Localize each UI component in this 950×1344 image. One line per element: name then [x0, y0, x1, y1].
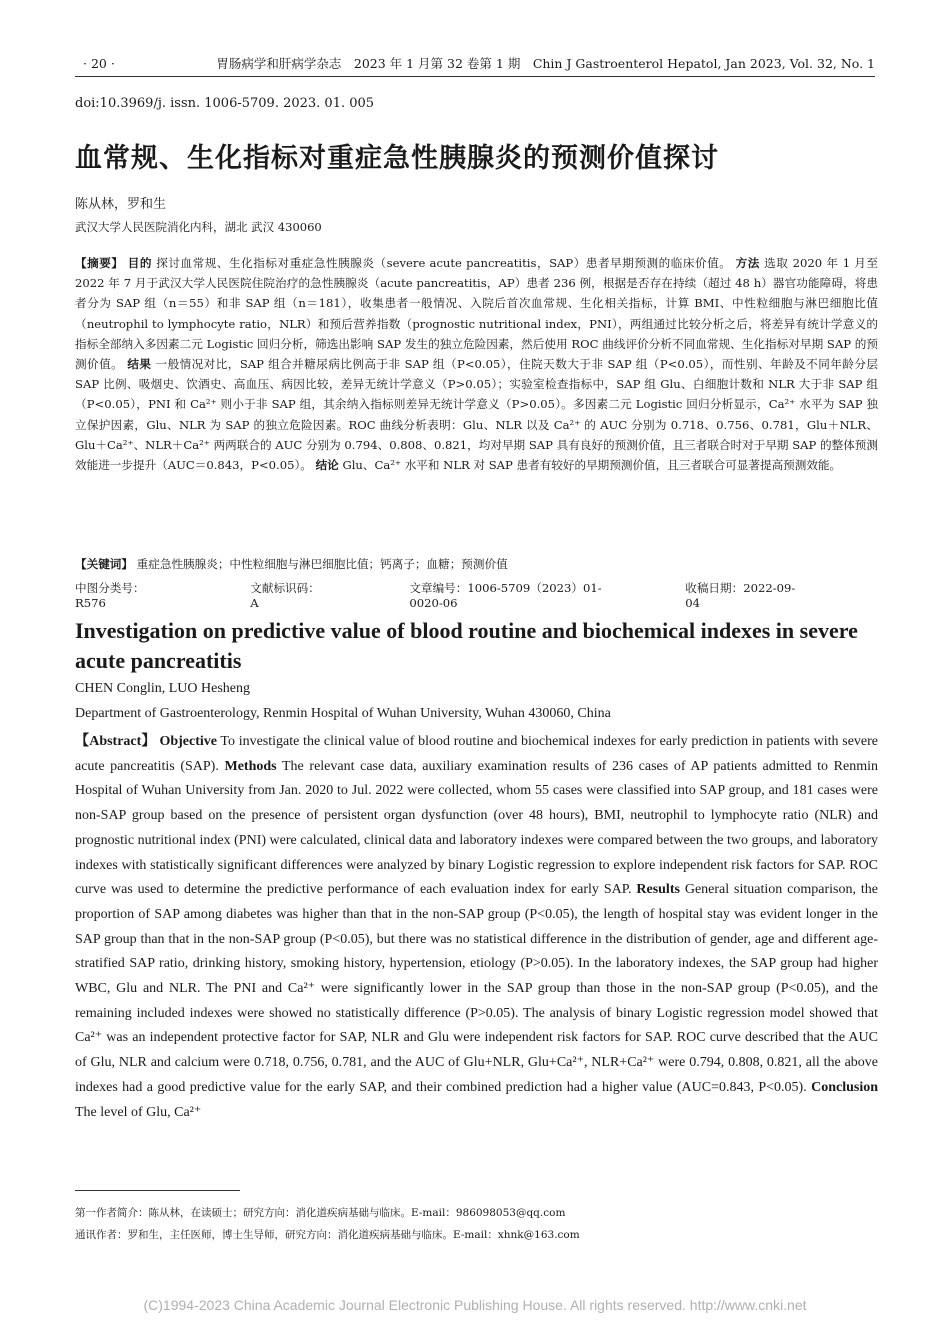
clc-field [75, 580, 190, 610]
methods-en-label: Methods [224, 758, 277, 774]
methods-cn: 选取 2020 年 1 月至 2022 年 7 月于武汉大学人民医院住院治疗的急性胰腺炎（acute pancreatitis，AP）患者 236 例，根据是否存在持续（超过 48 h）器官功能障碍，将患者分为 SAP 组（n＝55）和非 SAP 组（n＝181），收集患者一般情况、入院后首次血常规、生化相关指标，计算 BMI、中性粒细胞与淋巴细胞比值（neutrophil to lymphocyte ratio，NLR）和预后营养指数（prognostic nutritional index，PNI），两组通过比较分析之后，将差异有统计学意义的指标全部纳入多因素二元 Logistic 回归分析，筛选出影响 SAP 发生的独立危险因素，然后使用 ROC 曲线评价分析不同血常规、生化指标对早期 SAP 的预测价值。 [75, 256, 879, 372]
conclusion-cn: Glu、Ca²⁺ 水平和 NLR 对 SAP 患者有较好的早期预测价值，且三者联合可显著提高预测效能。 [342, 458, 842, 473]
keywords-cn [75, 556, 878, 572]
journal-info: 胃肠病学和肝病学杂志 2023 年 1 月第 32 卷第 1 期 Chin J Gastroenterol Hepatol, Jan 2023, Vol. 32, No. 1 [216, 56, 875, 71]
footnote-first-author: 第一作者简介：陈从林，在读硕士；研究方向：消化道疾病基础与临床。E-mail：986098053@qq.com [75, 1207, 566, 1219]
running-header [75, 52, 875, 77]
authors-cn: 陈从林，罗和生 [75, 197, 167, 212]
footnote-corresponding-author: 通讯作者：罗和生，主任医师，博士生导师，研究方向：消化道疾病基础与临床。E-mail：xhnk@163.com [75, 1229, 580, 1241]
objective-en: To investigate the clinical value of blood routine and biochemical indexes for early prediction in patients with severe acute pancreatitis (SAP). [75, 734, 878, 774]
classification-line [75, 580, 878, 610]
results-cn: 一般情况对比，SAP 组合并糖尿病比例高于非 SAP 组（P<0.05），住院天数大于非 SAP 组（P<0.05），而性别、年龄及不同年龄分层 SAP 比例、吸烟史、饮酒史、高血压、病因比较，差异无统计学意义（P>0.05）；实验室检查指标中，SAP 组 Glu、白细胞计数和 NLR 大于非 SAP 组（P<0.05），PNI 和 Ca²⁺ 则小于非 SAP 组，其余纳入指标则差异无统计学意义（P>0.05）。多因素二元 Logistic 回归分析显示，Ca²⁺ 水平为 SAP 独立保护因素，Glu、NLR 为 SAP 的独立危险因素。ROC 曲线分析表明：Glu、NLR 以及 Ca²⁺ 的 AUC 分别为 0.718、0.756、0.781，Glu＋NLR、Glu＋Ca²⁺、NLR＋Ca²⁺ 两两联合的 AUC 分别为 0.794、0.808、0.821，均对早期 SAP 具有良好的预测价值，且三者联合时对于早期 SAP 的整体预测效能进一步提升（AUC＝0.843，P<0.05）。 [75, 357, 878, 473]
results-en: General situation comparison, the proportion of SAP among diabetes was higher than that in the non-SAP group (P<0.05), the length of hospital stay was evident longer in the SAP group than that in the non-SAP group (P<0.05), but there was no statistical difference in the distribution of gender, age and different age-stratified SAP ratio, drinking history, smoking history, hypertension, etiology (P>0.05). In the laboratory indexes, the SAP group had higher WBC, Glu and NLR. The PNI and Ca²⁺ were significantly lower in the SAP group than those in the non-SAP group (P<0.05), and the remaining included indexes were showed no statistically difference (P>0.05). The analysis of binary Logistic regression model showed that Ca²⁺ was an independent protective factor for SAP, NLR and Glu were independent risk factors for SAP. ROC curve described that the AUC of Glu, NLR and calcium were 0.718, 0.756, 0.781, and the AUC of Glu+NLR, Glu+Ca²⁺, NLR+Ca²⁺ were 0.794, 0.808, 0.821, all the above indexes had a good predictive value for the early SAP, and their combined prediction had a higher value (AUC=0.843, P<0.05). [75, 882, 878, 1095]
conclusion-cn-label: 结论 [315, 458, 339, 473]
methods-en: The relevant case data, auxiliary examination results of 236 cases of AP patients admitted to Renmin Hospital of Wuhan University from Jan. 2020 to Jul. 2022 were collected, whom 55 cases were classified into SAP group, and 181 cases were non-SAP group based on the presence of persistent organ dysfunction (over 48 hours), BMI, neutrophil to lymphocyte ratio (NLR) and prognostic nutritional index (PNI) were calculated, clinical data and laboratory indexes were compared between the two groups, and laboratory indexes with statistically significant differences were analyzed by binary Logistic regression to explore independent risk factors for SAP. ROC curve was used to determine the predictive performance of each evaluation index for early SAP. [75, 758, 879, 898]
objective-cn: 探讨血常规、生化指标对重症急性胰腺炎（severe acute pancreatitis，SAP）患者早期预测的临床价值。 [156, 256, 732, 270]
keywords-cn-label: 【关键词】 [75, 557, 133, 571]
results-cn-label: 结果 [127, 357, 152, 372]
received-value: 2022-09-04 [685, 581, 796, 610]
abstract-en-label: 【Abstract】 [75, 734, 156, 749]
copyright-footer: (C)1994-2023 China Academic Journal Electronic Publishing House. All rights reserved. http://www.cnki.net [143, 1297, 807, 1313]
footnote-divider [75, 1190, 240, 1191]
objective-cn-label: 目的 [127, 256, 153, 270]
clc-label: 中图分类号： [75, 581, 145, 595]
affiliation-cn: 武汉大学人民医院消化内科，湖北 武汉 430060 [75, 220, 322, 234]
article-no-label: 文章编号： [409, 581, 468, 595]
doc-code-field [250, 580, 349, 610]
doc-code-label: 文献标识码： [250, 581, 320, 595]
conclusion-en-label: Conclusion [811, 1079, 879, 1095]
doi[interactable]: doi:10.3969/j. issn. 1006-5709. 2023. 01. 005 [75, 96, 375, 111]
article-no-field [409, 580, 625, 610]
title-en: Investigation on predictive value of blood routine and biochemical indexes in severe acute pancreatitis [75, 618, 858, 673]
abstract-cn-label: 【摘要】 [75, 256, 124, 270]
page-number: · 20 · [83, 56, 115, 71]
objective-en-label: Objective [159, 734, 217, 749]
keywords-cn-text: 重症急性胰腺炎；中性粒细胞与淋巴细胞比值；钙离子；血糖；预测价值 [136, 557, 508, 571]
article-no-value: 1006-5709（2023）01-0020-06 [409, 581, 602, 610]
results-en-label: Results [636, 882, 680, 898]
received-label: 收稿日期： [685, 581, 744, 595]
title-cn: 血常规、生化指标对重症急性胰腺炎的预测价值探讨 [75, 143, 719, 174]
abstract-en [75, 730, 878, 1125]
doc-code-value: A [250, 596, 259, 610]
conclusion-en: The level of Glu, Ca²⁺ [75, 1104, 202, 1120]
methods-cn-label: 方法 [735, 256, 760, 270]
clc-value: R576 [75, 596, 106, 610]
authors-en: CHEN Conglin, LUO Hesheng [75, 681, 250, 696]
abstract-cn [75, 253, 878, 475]
affiliation-en: Department of Gastroenterology, Renmin Hospital of Wuhan University, Wuhan 430060, China [75, 706, 611, 721]
received-field [685, 580, 818, 610]
